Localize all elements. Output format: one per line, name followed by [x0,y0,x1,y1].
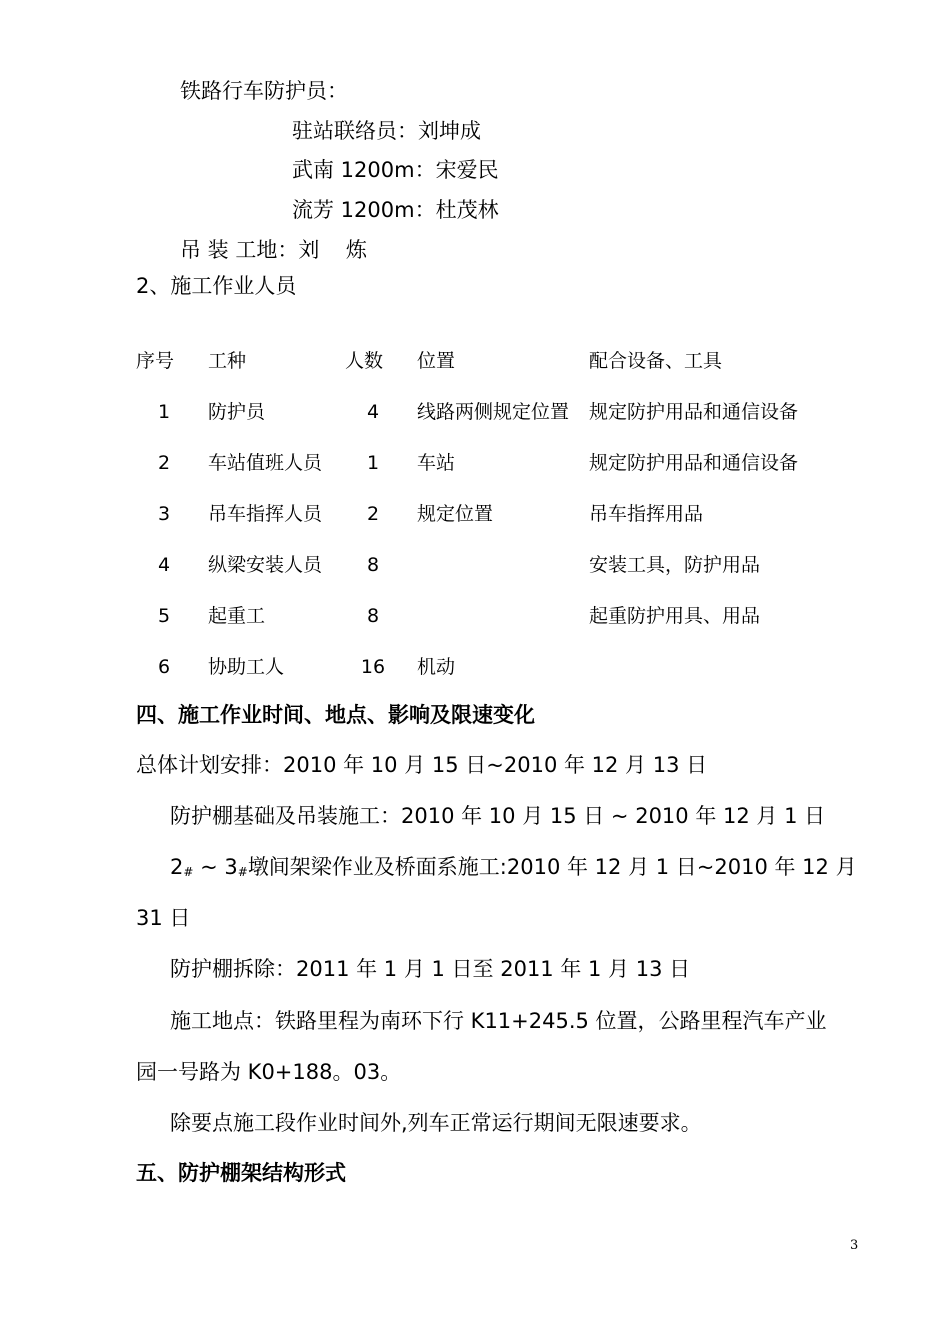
row-count: 4 [366,401,380,423]
row-position: 车站 [417,452,456,474]
pier-mid: ~ 3 [193,855,238,879]
row-trade: 吊车指挥人员 [208,503,323,525]
header-position: 位置 [417,350,456,372]
row-trade: 防护员 [208,401,266,423]
pier-rest: 墩间架梁作业及桥面系施工:2010 年 12 月 1 日~2010 年 12 月 [247,855,857,879]
header-index: 序号 [136,350,175,372]
lifting-site-line: 吊 装 工地：刘 炼 [180,238,368,262]
demolish-schedule: 防护棚拆除：2011 年 1 月 1 日至 2011 年 1 月 13 日 [170,957,691,981]
row-trade: 车站值班人员 [208,452,323,474]
liaison-line: 驻站联络员：刘坤成 [292,119,481,143]
pier-schedule [170,857,857,878]
row-equipment: 规定防护用品和通信设备 [589,452,799,474]
pier-sub-a: # [183,865,194,879]
liufang-line: 流芳 1200m：杜茂林 [292,198,499,222]
pier-number-a: 2 [170,855,184,879]
header-trade: 工种 [208,350,247,372]
section4-heading: 四、施工作业时间、地点、影响及限速变化 [136,703,535,727]
row-equipment: 起重防护用具、用品 [589,605,761,627]
row-equipment: 规定防护用品和通信设备 [589,401,799,423]
speed-note: 除要点施工段作业时间外,列车正常运行期间无限速要求。 [170,1111,702,1135]
row-position: 规定位置 [417,503,494,525]
row-index: 3 [157,503,171,525]
row-count: 16 [360,656,386,678]
row-index: 2 [157,452,171,474]
row-count: 2 [366,503,380,525]
row-count: 1 [366,452,380,474]
location-line-1: 施工地点：铁路里程为南环下行 K11+245.5 位置，公路里程汽车产业 [170,1009,827,1033]
pier-sub-b: # [237,865,248,879]
personnel-heading: 2、施工作业人员 [136,274,297,298]
row-equipment: 安装工具，防护用品 [589,554,761,576]
row-index: 1 [157,401,171,423]
row-count: 8 [366,605,380,627]
foundation-schedule: 防护棚基础及吊装施工：2010 年 10 月 15 日 ~ 2010 年 12 月 1 日 [170,804,826,828]
page-number: 3 [850,1238,859,1253]
row-trade: 起重工 [208,605,266,627]
overall-schedule: 总体计划安排：2010 年 10 月 15 日~2010 年 12 月 13 日 [136,753,708,777]
row-position: 机动 [417,656,456,678]
guard-title: 铁路行车防护员： [180,79,348,103]
row-index: 4 [157,554,171,576]
wunan-line: 武南 1200m：宋爱民 [292,158,499,182]
row-index: 6 [157,656,171,678]
section5-heading: 五、防护棚架结构形式 [136,1161,346,1185]
pier-schedule-cont: 31 日 [136,906,191,930]
row-index: 5 [157,605,171,627]
row-equipment: 吊车指挥用品 [589,503,704,525]
row-trade: 纵梁安装人员 [208,554,323,576]
header-equipment: 配合设备、工具 [589,350,723,372]
location-line-2: 园一号路为 K0+188。03。 [136,1060,402,1084]
row-position: 线路两侧规定位置 [417,401,570,423]
row-trade: 协助工人 [208,656,285,678]
header-count: 人数 [345,350,384,372]
row-count: 8 [366,554,380,576]
